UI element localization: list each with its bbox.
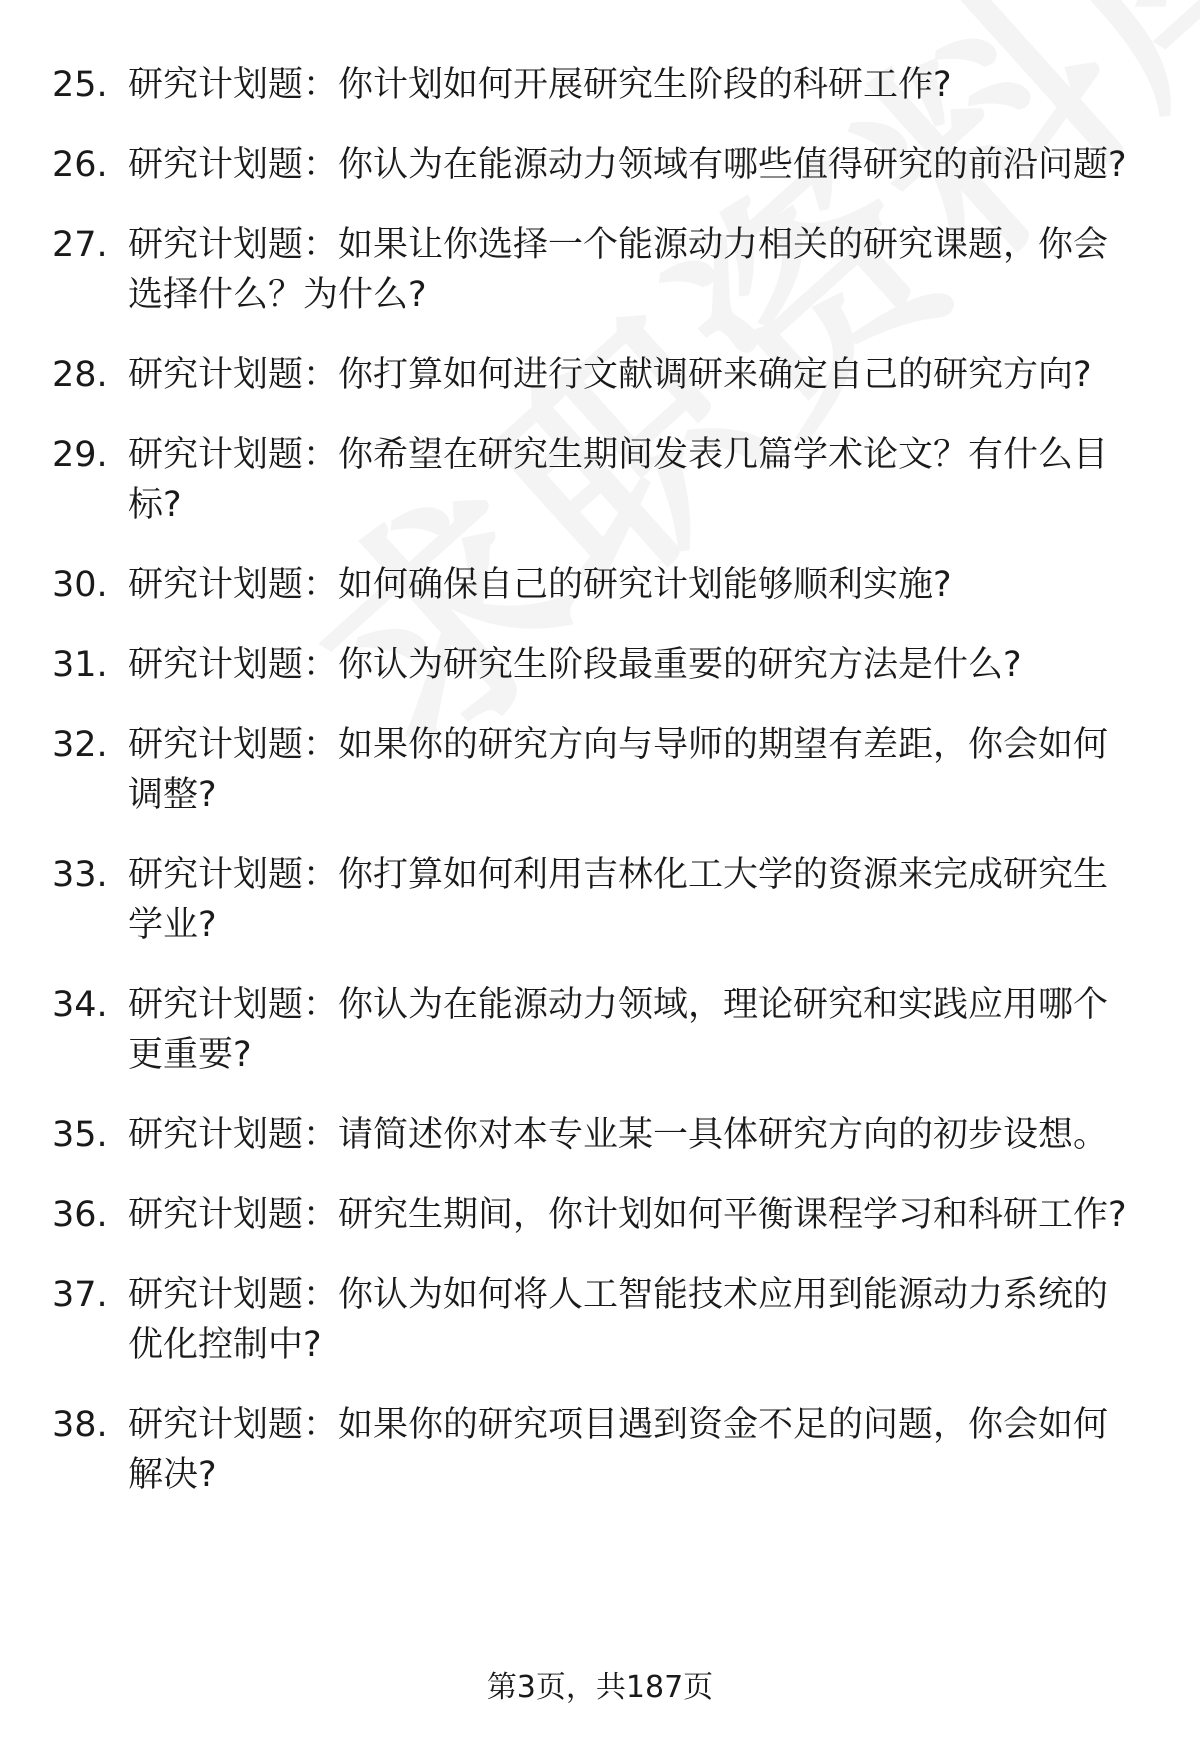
question-number: 35. — [52, 1115, 108, 1155]
question-text: 研究计划题：如果你的研究项目遇到资金不足的问题，你会如何解决? — [128, 1405, 1109, 1495]
question-item — [0, 1270, 1138, 1370]
question-number: 29. — [52, 435, 108, 475]
question-item — [0, 60, 1138, 110]
question-item — [0, 720, 1138, 820]
question-number: 28. — [52, 355, 108, 395]
question-text: 研究计划题：你打算如何进行文献调研来确定自己的研究方向? — [128, 355, 1092, 395]
question-number: 25. — [52, 65, 108, 105]
question-text: 研究计划题：你认为在能源动力领域，理论研究和实践应用哪个更重要? — [128, 985, 1109, 1075]
question-number: 37. — [52, 1275, 108, 1315]
page-footer: 第3页，共187页 — [486, 1670, 714, 1705]
question-list — [0, 60, 1200, 1530]
question-text: 研究计划题：你打算如何利用吉林化工大学的资源来完成研究生学业? — [128, 855, 1109, 945]
question-number: 31. — [52, 645, 108, 685]
question-item — [0, 220, 1138, 320]
question-text: 研究计划题：请简述你对本专业某一具体研究方向的初步设想。 — [128, 1115, 1109, 1155]
question-number: 38. — [52, 1405, 108, 1445]
question-text: 研究计划题：研究生期间，你计划如何平衡课程学习和科研工作? — [128, 1195, 1127, 1235]
question-text: 研究计划题：你认为如何将人工智能技术应用到能源动力系统的优化控制中? — [128, 1275, 1109, 1365]
question-item — [0, 850, 1138, 950]
question-item — [0, 980, 1138, 1080]
question-item — [0, 640, 1138, 690]
question-number: 30. — [52, 565, 108, 605]
question-number: 34. — [52, 985, 108, 1025]
question-item — [0, 1190, 1138, 1240]
question-number: 32. — [52, 725, 108, 765]
question-text: 研究计划题：你认为研究生阶段最重要的研究方法是什么? — [128, 645, 1022, 685]
question-item — [0, 1110, 1138, 1160]
question-number: 36. — [52, 1195, 108, 1235]
question-text: 研究计划题：如果你的研究方向与导师的期望有差距，你会如何调整? — [128, 725, 1109, 815]
question-item — [0, 140, 1138, 190]
question-number: 26. — [52, 145, 108, 185]
question-text: 研究计划题：你认为在能源动力领域有哪些值得研究的前沿问题? — [128, 145, 1127, 185]
question-text: 研究计划题：你希望在研究生期间发表几篇学术论文？有什么目标? — [128, 435, 1109, 525]
question-item — [0, 560, 1138, 610]
question-text: 研究计划题：你计划如何开展研究生阶段的科研工作? — [128, 65, 952, 105]
question-text: 研究计划题：如果让你选择一个能源动力相关的研究课题，你会选择什么？为什么? — [128, 225, 1109, 315]
question-item — [0, 1400, 1138, 1500]
question-number: 27. — [52, 225, 108, 265]
question-item — [0, 430, 1138, 530]
question-number: 33. — [52, 855, 108, 895]
question-text: 研究计划题：如何确保自己的研究计划能够顺利实施? — [128, 565, 952, 605]
question-item — [0, 350, 1138, 400]
